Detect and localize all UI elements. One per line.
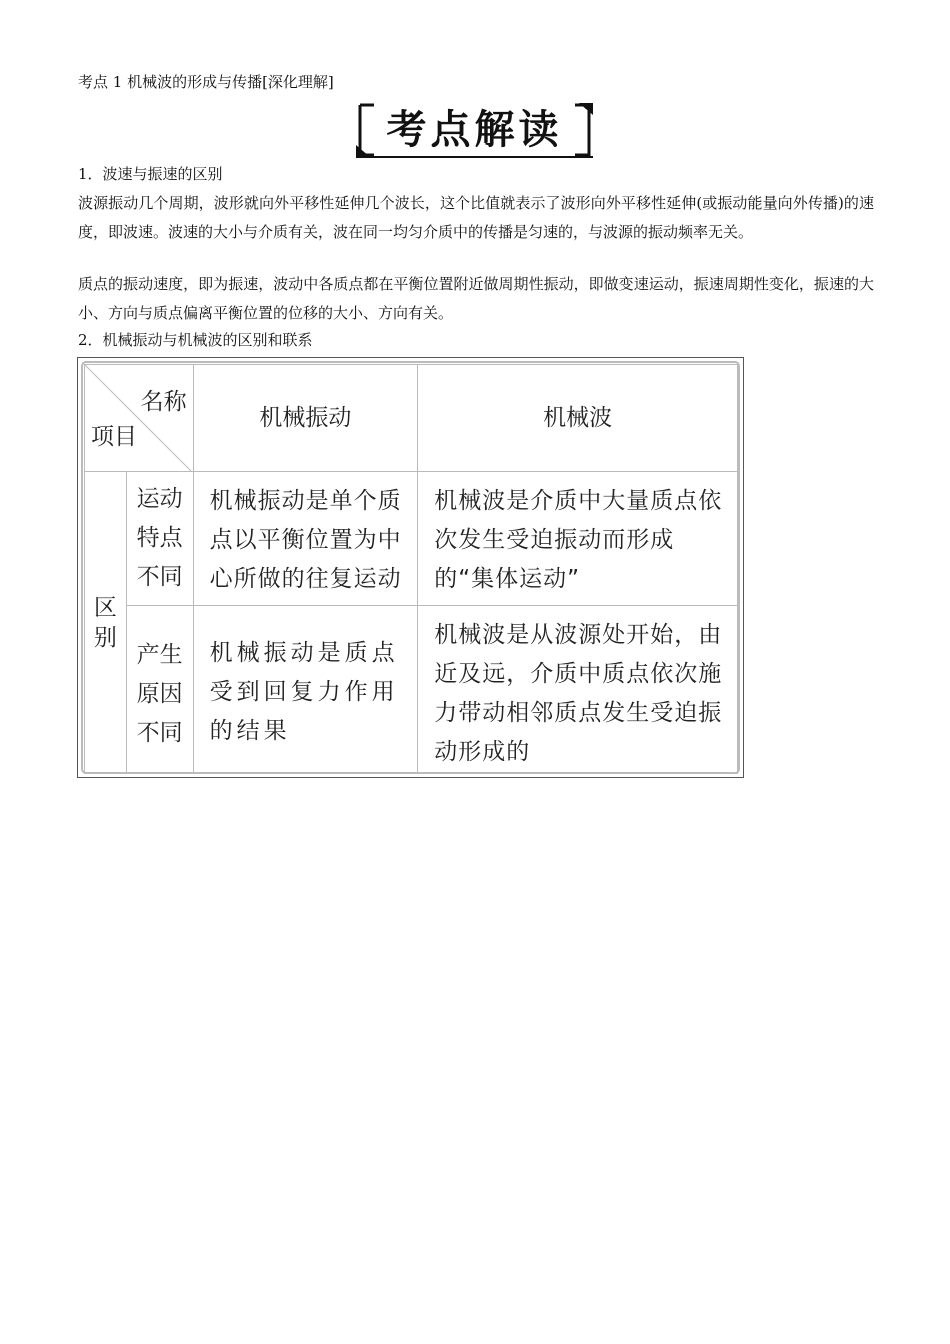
cell-cause-vibration: 机械振动是质点受到回复力作用的结果 [193,606,418,774]
corner-header [85,365,194,472]
comparison-grid [84,364,738,774]
section2-title: 2．机械振动与机械波的区别和联系 [78,331,313,349]
banner-title: 考点解读 [386,107,563,153]
row-label-motion: 运动特点不同 [126,472,193,606]
row-label-cause: 产生原因不同 [126,606,193,774]
topic-heading: 考点 1 机械波的形成与传播[深化理解] [78,73,334,91]
section-banner [352,101,597,159]
corner-label-name: 名称 [140,389,187,415]
section1-paragraph-2: 质点的振动速度，即为振速，波动中各质点都在平衡位置附近做周期性振动，即做变速运动，振速周期性变化，振速的大小、方向与质点偏离平衡位置的位移的大小、方向有关。 [78,275,874,322]
header-wave: 机械波 [418,365,738,472]
table-inner-frame [81,361,740,774]
cell-motion-wave: 机械波是介质中大量质点依次发生受迫振动而形成的“集体运动” [418,472,738,606]
section1-title: 1．波速与振速的区别 [78,165,223,183]
cell-motion-vibration: 机械振动是单个质点以平衡位置为中心所做的往复运动 [193,472,418,606]
cell-cause-wave: 机械波是从波源处开始，由近及远，介质中质点依次施力带动相邻质点发生受迫振动形成的 [418,606,738,774]
corner-label-item: 项目 [91,424,137,450]
header-vibration: 机械振动 [193,365,418,472]
group-label-difference: 区别 [85,472,127,774]
section1-paragraph-1: 波源振动几个周期，波形就向外平移性延伸几个波长，这个比值就表示了波形向外平移性延伸(或振动能量向外传播)的速度，即波速。波速的大小与介质有关，波在同一均匀介质中的传播是匀速的，与波源的振动频率无关。 [78,194,874,241]
comparison-table [77,357,744,778]
